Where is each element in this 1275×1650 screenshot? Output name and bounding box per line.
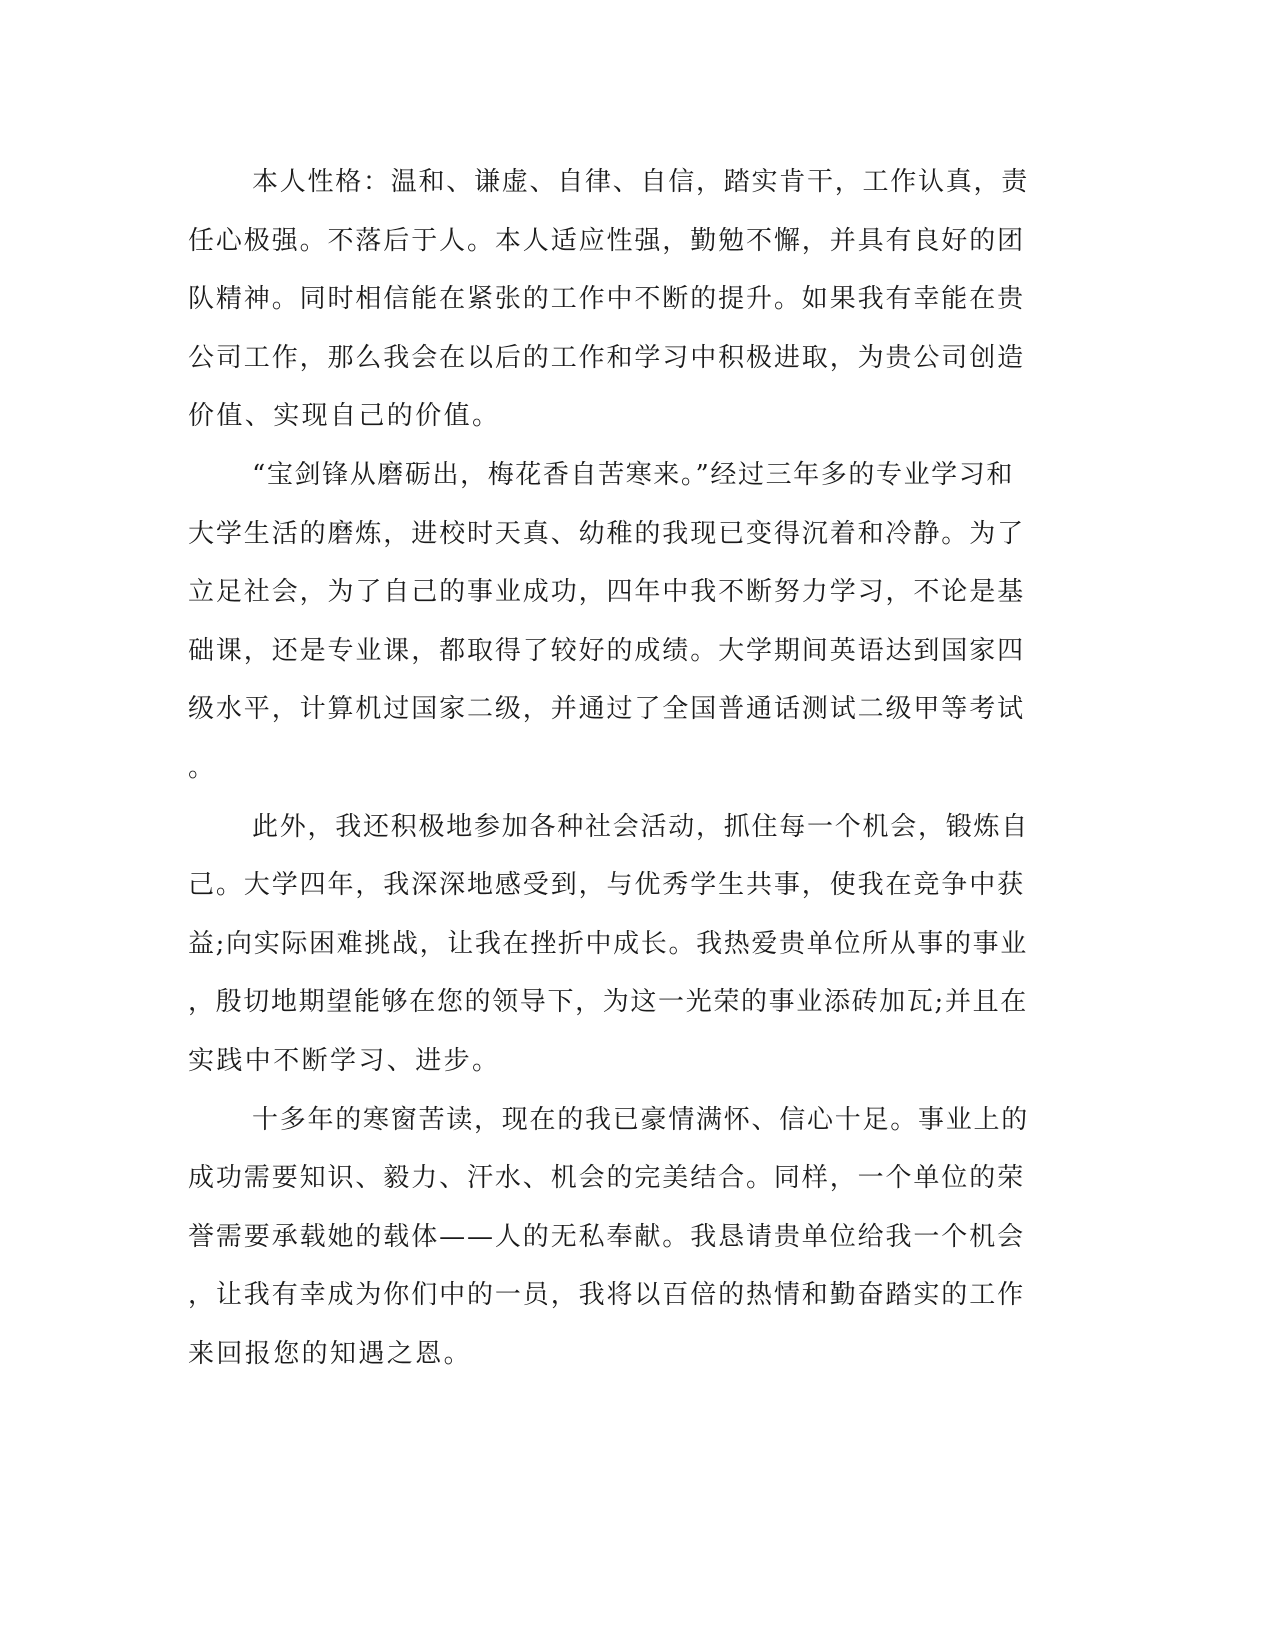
paragraph-1-line-1: 本人性格：温和、谦虚、自律、自信，踏实肯干，工作认真，责: [252, 167, 1030, 197]
paragraph-1-line-2: 任心极强。不落后于人。本人适应性强，勤勉不懈，并具有良好的团: [188, 226, 1026, 256]
paragraph-4-line-2: 成功需要知识、毅力、汗水、机会的完美结合。同样，一个单位的荣: [188, 1163, 1026, 1193]
paragraph-2-line-3: 立足社会，为了自己的事业成功，四年中我不断努力学习，不论是基: [188, 577, 1026, 607]
paragraph-4-line-1: 十多年的寒窗苦读，现在的我已豪情满怀、信心十足。事业上的: [252, 1105, 1030, 1135]
paragraph-3-line-1: 此外，我还积极地参加各种社会活动，抓住每一个机会，锻炼自: [252, 812, 1030, 842]
paragraph-2-line-2: 大学生活的磨炼，进校时天真、幼稚的我现已变得沉着和冷静。为了: [188, 519, 1026, 549]
paragraph-3-line-3: 益;向实际困难挑战，让我在挫折中成长。我热爱贵单位所从事的事业: [188, 929, 1028, 959]
paragraph-1-line-3: 队精神。同时相信能在紧张的工作中不断的提升。如果我有幸能在贵: [188, 284, 1026, 314]
paragraph-3-line-5: 实践中不断学习、进步。: [188, 1046, 501, 1076]
paragraph-3-line-4: ，殷切地期望能够在您的领导下，为这一光荣的事业添砖加瓦;并且在: [188, 987, 1028, 1017]
paragraph-1-line-4: 公司工作，那么我会在以后的工作和学习中积极进取，为贵公司创造: [188, 343, 1026, 373]
paragraph-2-line-1: “宝剑锋从磨砺出，梅花香自苦寒来。”经过三年多的专业学习和: [252, 460, 1014, 490]
paragraph-1-line-5: 价值、实现自己的价值。: [188, 401, 501, 431]
paragraph-3-line-2: 己。大学四年，我深深地感受到，与优秀学生共事，使我在竞争中获: [188, 870, 1026, 900]
paragraph-4-line-5: 来回报您的知遇之恩。: [188, 1339, 473, 1369]
paragraph-2-line-4: 础课，还是专业课，都取得了较好的成绩。大学期间英语达到国家四: [188, 636, 1026, 666]
paragraph-2-line-5: 级水平，计算机过国家二级，并通过了全国普通话测试二级甲等考试: [188, 694, 1026, 724]
paragraph-4-line-4: ，让我有幸成为你们中的一员，我将以百倍的热情和勤奋踏实的工作: [188, 1280, 1026, 1310]
paragraph-4-line-3: 誉需要承载她的载体——人的无私奉献。我恳请贵单位给我一个机会: [188, 1222, 1026, 1252]
paragraph-2-line-6: 。: [188, 753, 215, 783]
